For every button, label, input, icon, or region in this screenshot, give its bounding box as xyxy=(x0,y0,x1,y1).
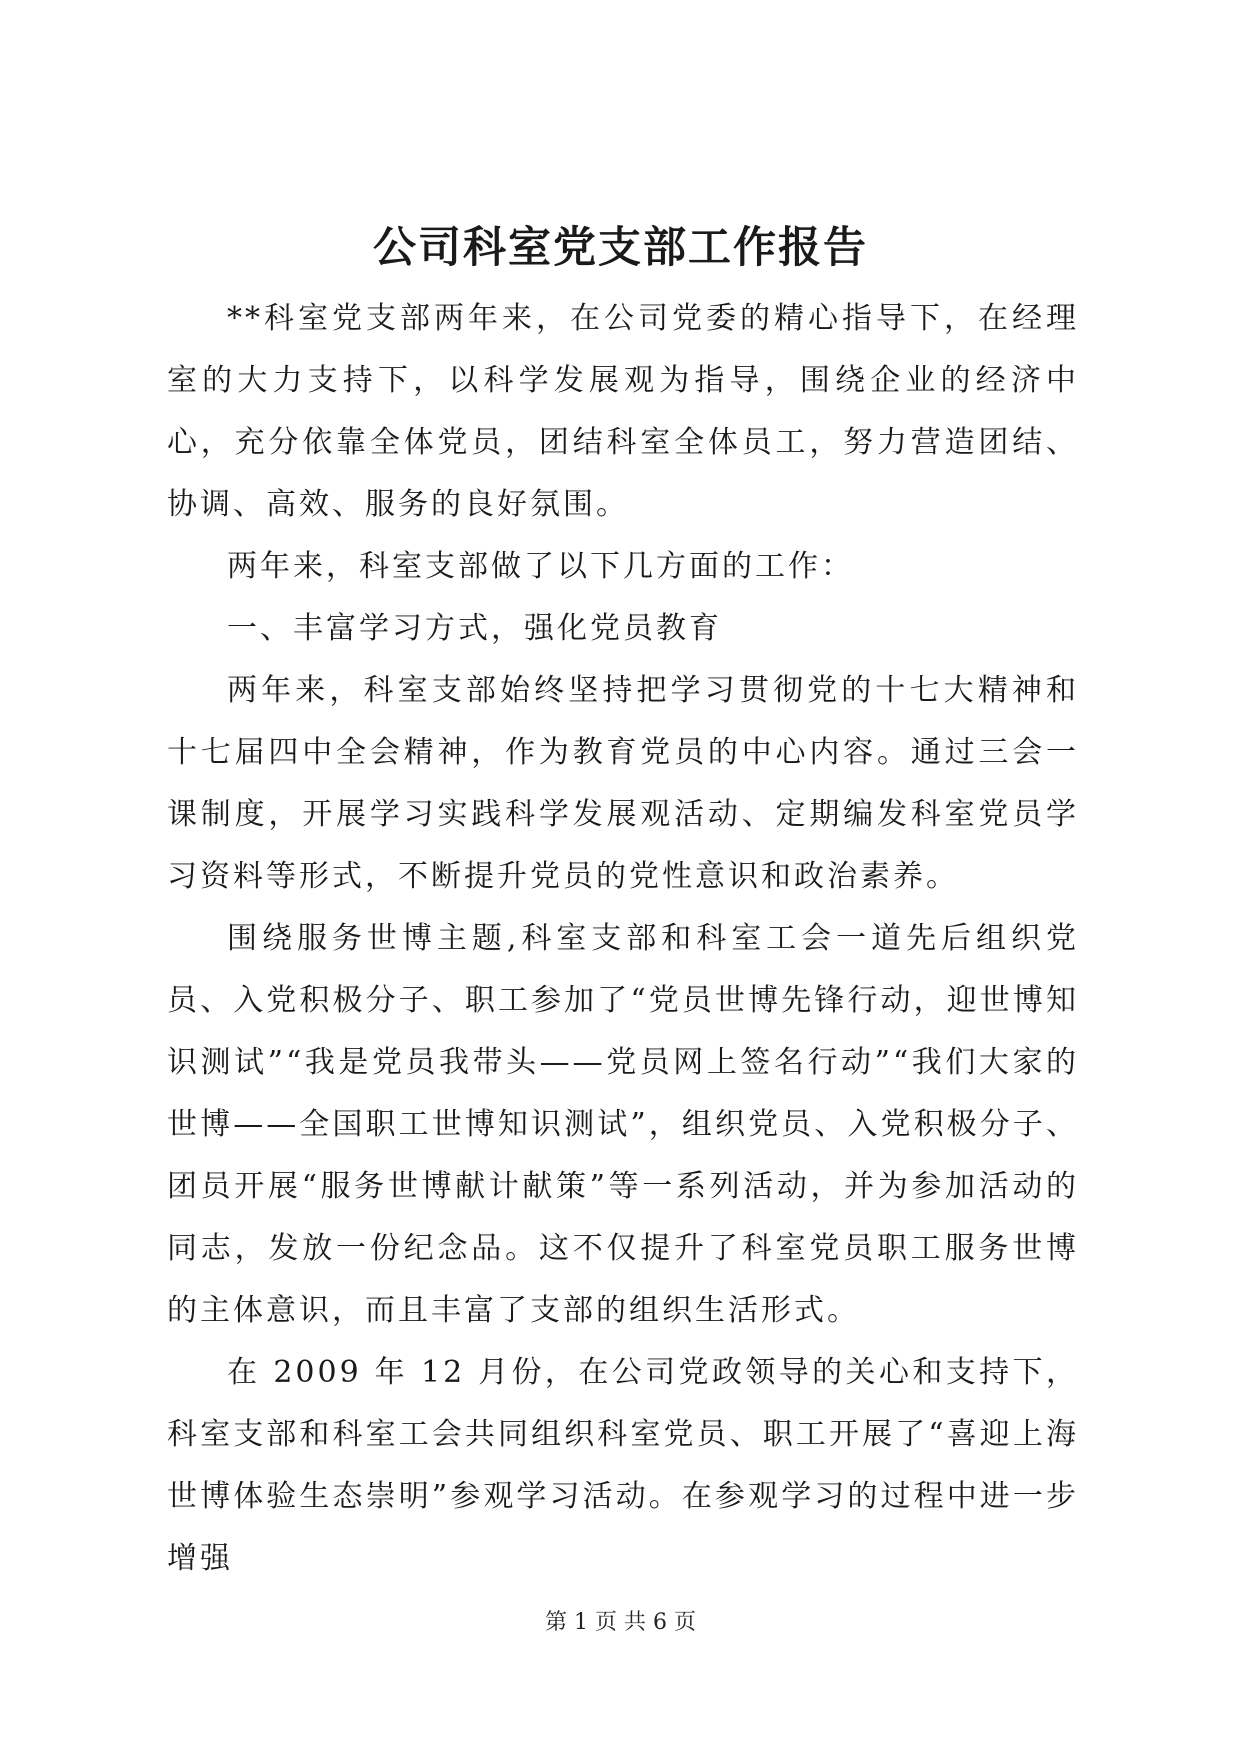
document-body xyxy=(167,288,1079,1590)
paragraph-study: 两年来，科室支部始终坚持把学习贯彻党的十七大精神和十七届四中全会精神，作为教育党员的中心内容。通过三会一课制度，开展学习实践科学发展观活动、定期编发科室党员学习资料等形式，不断提升党员的党性意识和政治素养。 xyxy=(167,673,1079,894)
paragraph-visit: 在 2009 年 12 月份，在公司党政领导的关心和支持下，科室支部和科室工会共同组织科室党员、职工开展了“喜迎上海世博体验生态崇明”参观学习活动。在参观学习的过程中进一步增强 xyxy=(167,1355,1079,1576)
section-heading-1: 一、丰富学习方式，强化党员教育 xyxy=(227,611,722,646)
document-title: 公司科室党支部工作报告 xyxy=(373,223,868,273)
page-footer: 第 1 页 共 6 页 xyxy=(545,1610,696,1635)
paragraph-work-overview: 两年来，科室支部做了以下几方面的工作： xyxy=(227,549,854,584)
paragraph-expo: 围绕服务世博主题,科室支部和科室工会一道先后组织党员、入党积极分子、职工参加了“党员世博先锋行动，迎世博知识测试”“我是党员我带头——党员网上签名行动”“我们大家的世博——全国职工世博知识测试”，组织党员、入党积极分子、团员开展“服务世博献计献策”等一系列活动，并为参加活动的同志，发放一份纪念品。这不仅提升了科室党员职工服务世博的主体意识，而且丰富了支部的组织生活形式。 xyxy=(167,921,1079,1328)
paragraph-intro: **科室党支部两年来，在公司党委的精心指导下，在经理室的大力支持下，以科学发展观为指导，围绕企业的经济中心，充分依靠全体党员，团结科室全体员工，努力营造团结、协调、高效、服务的良好氛围。 xyxy=(167,301,1079,522)
